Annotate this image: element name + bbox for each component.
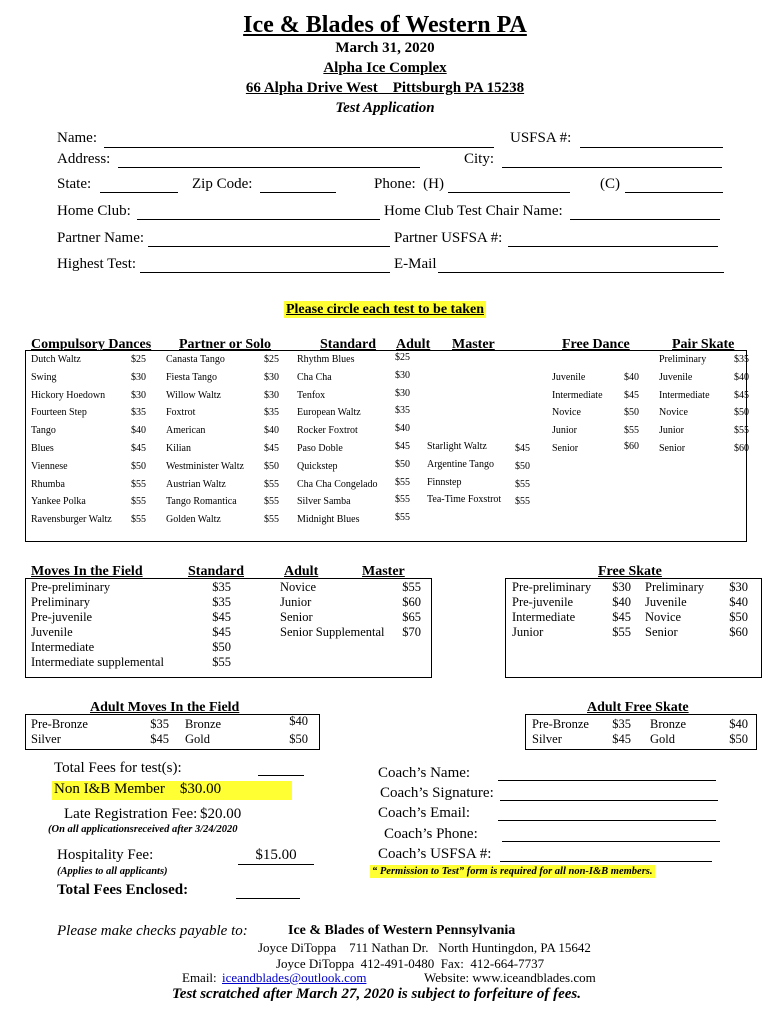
standard-dance-fee[interactable]: $55 — [395, 476, 410, 488]
standard-dance-name[interactable]: European Waltz — [297, 407, 361, 419]
hospitality-fee-amount: $15.00 — [238, 847, 314, 865]
mif-standard-fee[interactable]: $45 — [212, 625, 231, 639]
free-dance-header: Free Dance — [562, 337, 630, 352]
pair-skate-header: Pair Skate — [672, 337, 735, 352]
late-fee-amount: $20.00 — [200, 806, 242, 822]
free-dance-fee[interactable]: $40 — [624, 371, 639, 383]
phone-cell-label: (C) — [600, 176, 620, 192]
contact-phone: Joyce DiToppa 412-491-0480 Fax: 412-664-7737 — [276, 956, 545, 971]
partner-solo-dance-fee[interactable]: $50 — [264, 460, 279, 472]
compulsory-dance-name[interactable]: Fourteen Step — [31, 407, 87, 419]
free-skate-fee[interactable]: $55 — [612, 625, 631, 639]
mif-adult-fee[interactable]: $70 — [402, 625, 421, 639]
hospitality-note: (Applies to all applicants) — [57, 866, 168, 877]
free-skate-name[interactable]: Juvenile — [645, 595, 687, 609]
venue-name: Alpha Ice Complex — [323, 60, 447, 76]
usfsa-label: USFSA #: — [510, 130, 572, 146]
mif-standard-name[interactable]: Preliminary — [31, 595, 91, 609]
event-date: March 31, 2020 — [335, 40, 435, 56]
footer-email-label: Email: — [182, 970, 217, 985]
compulsory-dance-name[interactable]: Dutch Waltz — [31, 354, 81, 365]
pair-skate-name[interactable]: Intermediate — [659, 389, 710, 401]
pair-skate-fee[interactable]: $45 — [734, 389, 749, 401]
standard-dance-fee[interactable]: $40 — [395, 423, 410, 435]
adult-mif-name[interactable]: Bronze — [185, 717, 222, 731]
free-skate-name[interactable]: Pre-preliminary — [512, 580, 592, 594]
partner-solo-dance-name[interactable]: Austrian Waltz — [166, 478, 226, 490]
coach-name-label: Coach’s Name: — [378, 765, 471, 781]
partner-usfsa-label: Partner USFSA #: — [394, 230, 503, 246]
name-label: Name: — [57, 130, 97, 146]
payee: Ice & Blades of Western Pennsylvania — [288, 923, 516, 938]
zip-field[interactable] — [260, 192, 336, 193]
compulsory-header: Compulsory Dances — [31, 337, 152, 352]
free-dance-name[interactable]: Juvenile — [552, 371, 586, 383]
pair-skate-name[interactable]: Junior — [659, 425, 684, 437]
adult-mif-fee[interactable]: $40 — [289, 714, 308, 728]
phone-cell-field[interactable] — [625, 192, 723, 193]
coach-usfsa-label: Coach’s USFSA #: — [378, 846, 492, 862]
compulsory-dance-fee[interactable]: $25 — [131, 354, 146, 365]
email-label: E-Mail — [394, 256, 437, 272]
free-skate-fee[interactable]: $40 — [612, 595, 631, 609]
partner-solo-dance-fee[interactable]: $55 — [264, 496, 279, 508]
master-dance-name[interactable]: Tea-Time Foxstrot — [427, 494, 502, 506]
pair-skate-name[interactable]: Senior — [659, 443, 686, 454]
total-enclosed-field[interactable] — [236, 898, 300, 899]
compulsory-dance-fee[interactable]: $40 — [131, 425, 146, 437]
compulsory-dance-fee[interactable]: $50 — [131, 460, 146, 472]
standard-dance-name[interactable]: Cha Cha Congelado — [297, 478, 378, 490]
pair-skate-name[interactable]: Novice — [659, 407, 688, 419]
partner-usfsa-field[interactable] — [508, 246, 718, 247]
free-skate-fee[interactable]: $45 — [612, 610, 631, 624]
compulsory-dance-name[interactable]: Ravensburger Waltz — [31, 514, 112, 526]
hospitality-fee-label: Hospitality Fee: — [57, 847, 154, 863]
compulsory-dance-name[interactable]: Rhumba — [31, 478, 65, 490]
standard-header: Standard — [320, 337, 377, 352]
standard-dance-name[interactable]: Quickstep — [297, 460, 338, 472]
adult-header: Adult — [396, 337, 431, 352]
master-dance-fee[interactable]: $45 — [515, 443, 530, 454]
free-dance-name[interactable]: Novice — [552, 407, 581, 419]
partner-solo-dance-fee[interactable]: $25 — [264, 354, 279, 365]
free-dance-fee[interactable]: $60 — [624, 441, 639, 452]
footer-email-link[interactable]: iceandblades@outlook.com — [222, 970, 367, 985]
coach-signature-label: Coach’s Signature: — [380, 785, 494, 801]
compulsory-dance-name[interactable]: Yankee Polka — [31, 496, 86, 508]
city-label: City: — [464, 151, 495, 167]
compulsory-dance-name[interactable]: Tango — [31, 425, 56, 437]
adult-mif-fee[interactable]: $50 — [289, 732, 308, 746]
form-subtitle: Test Application — [335, 100, 435, 116]
standard-dance-name[interactable]: Tenfox — [297, 389, 326, 401]
pair-skate-name[interactable]: Juvenile — [659, 371, 693, 383]
free-dance-name[interactable]: Intermediate — [552, 389, 603, 401]
compulsory-dance-fee[interactable]: $55 — [131, 478, 146, 490]
mif-adult-name[interactable]: Junior — [280, 595, 312, 609]
page-title: Ice & Blades of Western PA — [243, 12, 527, 38]
free-skate-fee[interactable]: $60 — [729, 625, 748, 639]
mif-standard-name[interactable]: Intermediate supplemental — [31, 655, 164, 669]
compulsory-dance-name[interactable]: Swing — [31, 371, 57, 383]
phone-home-field[interactable] — [448, 192, 570, 193]
total-fees-tests-label: Total Fees for test(s): — [54, 760, 182, 776]
master-header: Master — [452, 337, 495, 352]
adult-mif-name[interactable]: Pre-Bronze — [31, 717, 88, 731]
total-fees-tests-field[interactable] — [258, 775, 304, 776]
adult-free-name[interactable]: Gold — [650, 732, 675, 746]
mif-adult-fee[interactable]: $60 — [402, 595, 421, 609]
coach-phone-field[interactable] — [502, 841, 720, 842]
partner-solo-dance-fee[interactable]: $40 — [264, 425, 279, 437]
payable-label: Please make checks payable to: — [57, 923, 248, 939]
compulsory-dance-fee[interactable]: $35 — [131, 407, 146, 419]
free-skate-name[interactable]: Junior — [512, 625, 544, 639]
compulsory-dance-fee[interactable]: $55 — [131, 514, 146, 526]
standard-dance-fee[interactable]: $35 — [395, 405, 410, 417]
free-dance-fee[interactable]: $50 — [624, 407, 639, 419]
mif-standard-fee[interactable]: $35 — [212, 595, 231, 609]
venue-address: 66 Alpha Drive West Pittsburgh PA 15238 — [245, 80, 525, 96]
standard-dance-fee[interactable]: $45 — [395, 441, 410, 452]
standard-dance-fee[interactable]: $30 — [395, 369, 410, 381]
partner-solo-dance-name[interactable]: Canasta Tango — [166, 354, 225, 365]
permission-note: “ Permission to Test” form is required for all non-I&B members. — [372, 866, 653, 877]
standard-dance-fee[interactable]: $50 — [395, 458, 410, 470]
mif-master-header: Master — [362, 564, 405, 579]
master-dance-name[interactable]: Finnstep — [427, 476, 462, 488]
free-skate-name[interactable]: Preliminary — [645, 580, 705, 594]
pair-skate-fee[interactable]: $35 — [734, 354, 749, 365]
circle-note: Please circle each test to be taken — [285, 302, 484, 317]
partner-solo-dance-name[interactable]: Willow Waltz — [166, 389, 221, 401]
standard-dance-name[interactable]: Rocker Foxtrot — [297, 425, 358, 437]
coach-signature-field[interactable] — [500, 800, 718, 801]
adult-mif-fee[interactable]: $35 — [150, 717, 169, 731]
adult-free-name[interactable]: Bronze — [650, 717, 687, 731]
compulsory-dance-name[interactable]: Viennese — [31, 460, 68, 472]
partner-solo-dance-name[interactable]: Tango Romantica — [166, 496, 237, 508]
compulsory-dance-fee[interactable]: $30 — [131, 389, 146, 401]
partner-solo-header: Partner or Solo — [179, 337, 272, 352]
partner-name-field[interactable] — [148, 246, 390, 247]
master-dance-fee[interactable]: $55 — [515, 478, 530, 490]
state-label: State: — [57, 176, 92, 192]
mif-standard-fee[interactable]: $45 — [212, 610, 231, 624]
highest-test-label: Highest Test: — [57, 256, 137, 272]
coach-name-field[interactable] — [498, 780, 716, 781]
compulsory-dance-name[interactable]: Blues — [31, 443, 54, 454]
free-dance-fee[interactable]: $45 — [624, 389, 639, 401]
partner-solo-dance-name[interactable]: Westminister Waltz — [166, 460, 244, 472]
state-field[interactable] — [100, 192, 178, 193]
pair-skate-fee[interactable]: $40 — [734, 371, 749, 383]
late-fee-label: Late Registration Fee: — [64, 806, 198, 822]
adult-free-fee[interactable]: $40 — [729, 717, 748, 731]
adult-free-fee[interactable]: $45 — [612, 732, 631, 746]
standard-dance-name[interactable]: Cha Cha — [297, 371, 332, 383]
partner-solo-dance-name[interactable]: Kilian — [166, 443, 191, 454]
pair-skate-fee[interactable]: $50 — [734, 407, 749, 419]
mif-standard-name[interactable]: Pre-preliminary — [31, 580, 111, 594]
standard-dance-name[interactable]: Paso Doble — [297, 443, 343, 454]
contact-address: Joyce DiToppa 711 Nathan Dr. North Huntingdon, PA 15642 — [258, 940, 591, 955]
partner-solo-dance-fee[interactable]: $30 — [264, 371, 279, 383]
free-skate-header: Free Skate — [598, 564, 662, 579]
free-skate-name[interactable]: Senior — [645, 625, 678, 639]
mif-standard-fee[interactable]: $50 — [212, 640, 231, 654]
mif-adult-fee[interactable]: $55 — [402, 580, 421, 594]
free-skate-name[interactable]: Pre-juvenile — [512, 595, 574, 609]
phone-home-label: Phone: (H) — [374, 176, 444, 192]
free-skate-fee[interactable]: $50 — [729, 610, 748, 624]
adult-mif-fee[interactable]: $45 — [150, 732, 169, 746]
zip-label: Zip Code: — [192, 176, 253, 192]
mif-standard-header: Standard — [188, 564, 245, 579]
compulsory-dance-fee[interactable]: $55 — [131, 496, 146, 508]
late-fee-note: (On all applicationsreceived after 3/24/2020 — [48, 824, 238, 835]
mif-adult-name[interactable]: Senior — [280, 610, 313, 624]
standard-dance-name[interactable]: Rhythm Blues — [297, 354, 355, 365]
mif-adult-header: Adult — [284, 564, 319, 579]
address-label: Address: — [57, 151, 111, 167]
total-enclosed-label: Total Fees Enclosed: — [57, 882, 189, 898]
standard-dance-fee[interactable]: $55 — [395, 494, 410, 506]
partner-solo-dance-fee[interactable]: $45 — [264, 443, 279, 454]
free-skate-fee[interactable]: $30 — [729, 580, 748, 594]
standard-dance-name[interactable]: Midnight Blues — [297, 514, 360, 526]
mif-standard-fee[interactable]: $35 — [212, 580, 231, 594]
free-dance-name[interactable]: Junior — [552, 425, 577, 437]
adult-free-fee[interactable]: $50 — [729, 732, 748, 746]
test-chair-label: Home Club Test Chair Name: — [384, 203, 563, 219]
home-club-label: Home Club: — [57, 203, 131, 219]
adult-free-name[interactable]: Silver — [532, 732, 562, 746]
free-skate-name[interactable]: Novice — [645, 610, 682, 624]
mif-standard-name[interactable]: Intermediate — [31, 640, 95, 654]
standard-dance-fee[interactable]: $25 — [395, 352, 410, 363]
partner-solo-dance-name[interactable]: Golden Waltz — [166, 514, 221, 526]
mif-standard-name[interactable]: Juvenile — [31, 625, 73, 639]
partner-solo-dance-name[interactable]: Fiesta Tango — [166, 371, 218, 383]
adult-free-fee[interactable]: $35 — [612, 717, 631, 731]
free-skate-name[interactable]: Intermediate — [512, 610, 576, 624]
master-dance-name[interactable]: Argentine Tango — [427, 458, 494, 470]
adult-free-header: Adult Free Skate — [587, 700, 689, 715]
adult-mif-name[interactable]: Gold — [185, 732, 210, 746]
compulsory-dance-fee[interactable]: $45 — [131, 443, 146, 454]
partner-solo-dance-name[interactable]: Foxtrot — [166, 407, 196, 419]
partner-name-label: Partner Name: — [57, 230, 145, 246]
compulsory-dance-fee[interactable]: $30 — [131, 371, 146, 383]
partner-solo-dance-name[interactable]: American — [166, 425, 206, 437]
mif-header: Moves In the Field — [31, 564, 143, 579]
partner-solo-dance-fee[interactable]: $35 — [264, 407, 279, 419]
master-dance-fee[interactable]: $50 — [515, 460, 530, 472]
master-dance-fee[interactable]: $55 — [515, 496, 530, 508]
compulsory-dance-name[interactable]: Hickory Hoedown — [31, 389, 106, 401]
mif-standard-fee[interactable]: $55 — [212, 655, 231, 669]
email-field[interactable] — [438, 272, 724, 273]
non-member-fee: Non I&B Member $30.00 — [52, 781, 292, 800]
name-field[interactable] — [104, 147, 494, 148]
adult-mif-header: Adult Moves In the Field — [90, 700, 240, 715]
mif-standard-name[interactable]: Pre-juvenile — [31, 610, 93, 624]
coach-email-label: Coach’s Email: — [378, 805, 471, 821]
mif-adult-fee[interactable]: $65 — [402, 610, 421, 624]
pair-skate-fee[interactable]: $60 — [734, 443, 749, 454]
coach-email-field[interactable] — [498, 820, 716, 821]
city-field[interactable] — [502, 167, 722, 168]
pair-skate-fee[interactable]: $55 — [734, 425, 749, 437]
standard-dance-fee[interactable]: $55 — [395, 512, 410, 524]
highest-test-field[interactable] — [140, 272, 390, 273]
test-chair-field[interactable] — [570, 219, 720, 220]
coach-phone-label: Coach’s Phone: — [384, 826, 478, 842]
coach-usfsa-field[interactable] — [500, 861, 712, 862]
home-club-field[interactable] — [137, 219, 380, 220]
free-skate-fee[interactable]: $30 — [612, 580, 631, 594]
standard-dance-name[interactable]: Silver Samba — [297, 496, 351, 508]
free-skate-fee[interactable]: $40 — [729, 595, 748, 609]
mif-adult-name[interactable]: Novice — [280, 580, 317, 594]
footer-website: Website: www.iceandblades.com — [424, 970, 596, 985]
partner-solo-dance-fee[interactable]: $30 — [264, 389, 279, 401]
standard-dance-fee[interactable]: $30 — [395, 387, 410, 399]
adult-free-name[interactable]: Pre-Bronze — [532, 717, 589, 731]
adult-mif-name[interactable]: Silver — [31, 732, 61, 746]
free-dance-name[interactable]: Senior — [552, 443, 579, 454]
partner-solo-dance-fee[interactable]: $55 — [264, 514, 279, 526]
address-field[interactable] — [118, 167, 420, 168]
forfeiture-warning: Test scratched after March 27, 2020 is subject to forfeiture of fees. — [172, 986, 581, 1002]
mif-adult-name[interactable]: Senior Supplemental — [280, 625, 385, 639]
master-dance-name[interactable]: Starlight Waltz — [427, 441, 487, 452]
usfsa-field[interactable] — [580, 147, 723, 148]
pair-skate-name[interactable]: Preliminary — [659, 354, 707, 365]
free-dance-fee[interactable]: $55 — [624, 425, 639, 437]
circle-note-wrap — [0, 300, 770, 318]
partner-solo-dance-fee[interactable]: $55 — [264, 478, 279, 490]
